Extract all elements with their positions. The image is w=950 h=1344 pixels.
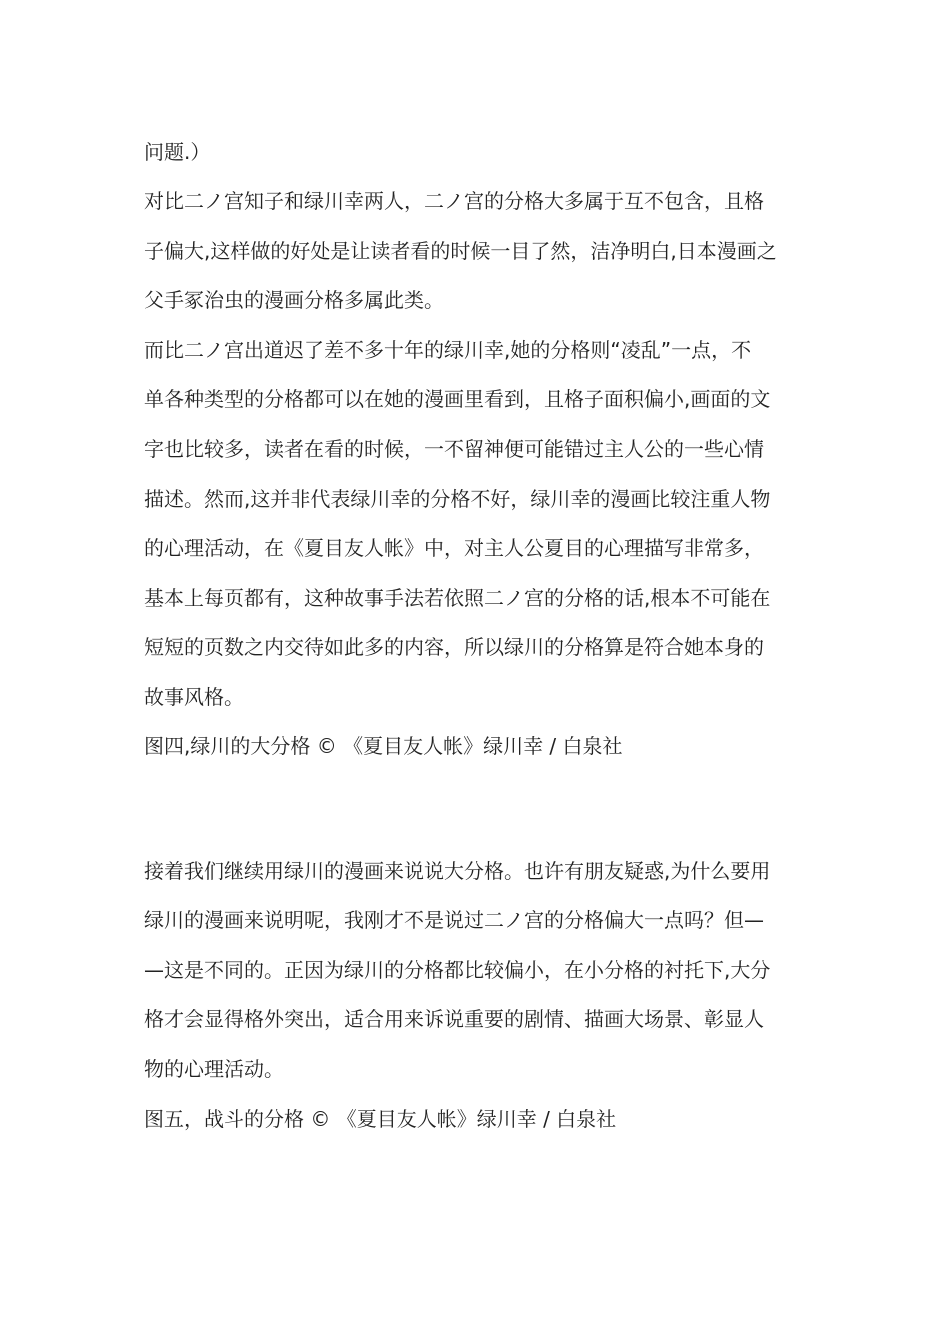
- paragraph-2-line-1: 而比二ノ宫出道迟了差不多十年的绿川幸,她的分格则“凌乱”一点，不: [144, 338, 752, 362]
- paragraph-1-line-3: 父手冢治虫的漫画分格多属此类。: [144, 288, 444, 312]
- paragraph-2-line-8: 故事风格。: [144, 685, 244, 709]
- paragraph-3-line-5: 物的心理活动。: [144, 1057, 284, 1081]
- paragraph-2-line-5: 的心理活动，在《夏目友人帐》中，对主人公夏目的心理描写非常多，: [144, 536, 764, 560]
- paragraph-2-line-7: 短短的页数之内交待如此多的内容，所以绿川的分格算是符合她本身的: [144, 635, 764, 659]
- paragraph-3-line-3: —这是不同的。正因为绿川的分格都比较偏小，在小分格的衬托下,大分: [144, 958, 771, 982]
- paragraph-1-line-1: 对比二ノ宫知子和绿川幸两人，二ノ宫的分格大多属于互不包含，且格: [144, 189, 764, 213]
- paragraph-2-line-2: 单各种类型的分格都可以在她的漫画里看到，且格子面积偏小,画面的文: [144, 387, 771, 411]
- paragraph-1-line-2: 子偏大,这样做的好处是让读者看的时候一目了然，洁净明白,日本漫画之: [144, 239, 777, 263]
- paragraph-2-line-3: 字也比较多，读者在看的时候，一不留神便可能错过主人公的一些心情: [144, 437, 764, 461]
- paragraph-0-line-1: 问题.）: [144, 140, 211, 164]
- paragraph-2-line-4: 描述。然而,这并非代表绿川幸的分格不好，绿川幸的漫画比较注重人物: [144, 487, 771, 511]
- paragraph-3-line-1: 接着我们继续用绿川的漫画来说说大分格。也许有朋友疑惑,为什么要用: [144, 859, 771, 883]
- figure-caption-5: 图五，战斗的分格 © 《夏目友人帐》绿川幸 / 白泉社: [144, 1107, 617, 1131]
- paragraph-3-line-2: 绿川的漫画来说明呢，我刚才不是说过二ノ宫的分格偏大一点吗？但—: [144, 908, 764, 932]
- paragraph-3-line-4: 格才会显得格外突出，适合用来诉说重要的剧情、描画大场景、彰显人: [144, 1007, 764, 1031]
- paragraph-2-line-6: 基本上每页都有，这种故事手法若依照二ノ宫的分格的话,根本不可能在: [144, 586, 771, 610]
- figure-caption-4: 图四,绿川的大分格 © 《夏目友人帐》绿川幸 / 白泉社: [144, 734, 623, 758]
